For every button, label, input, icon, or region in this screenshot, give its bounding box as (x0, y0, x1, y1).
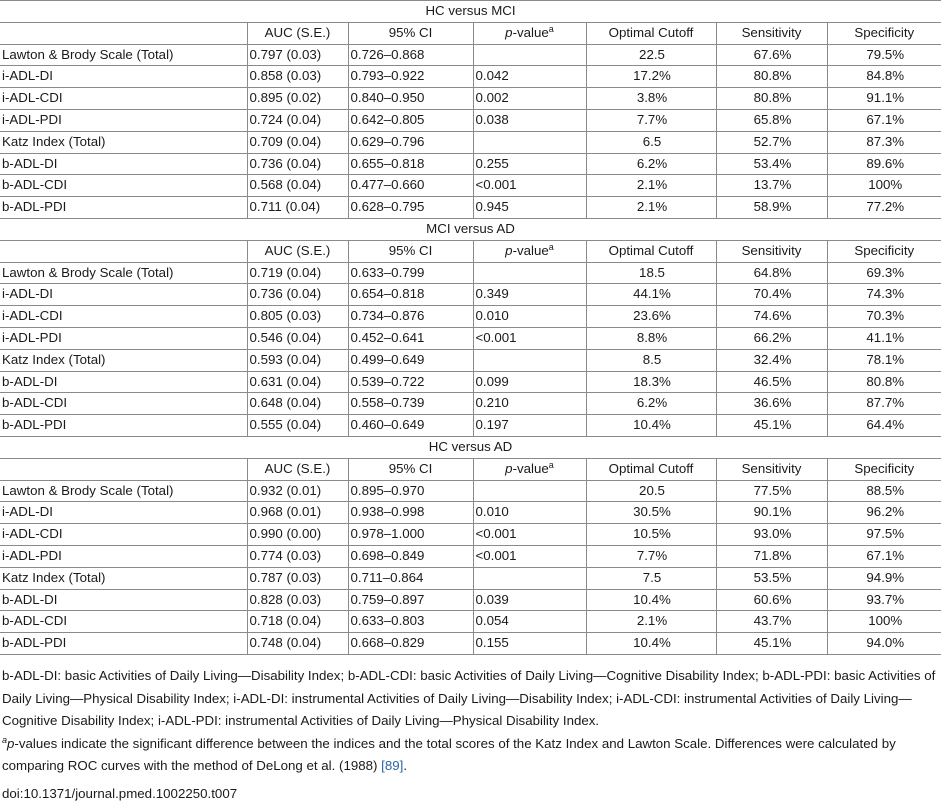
table-row (0, 633, 941, 655)
cell-cutoff: 10.4% (586, 589, 716, 611)
cell-pvalue: 0.349 (473, 284, 586, 306)
header-pvalue-italic: p (505, 24, 513, 40)
cell-ci: 0.452–0.641 (348, 327, 473, 349)
cell-auc: 0.748 (0.04) (247, 633, 348, 655)
cell-sensitivity: 77.5% (716, 480, 827, 502)
table-row (0, 545, 941, 567)
cell-pvalue (473, 262, 586, 284)
table-row (0, 567, 941, 589)
header-ci: 95% CI (348, 240, 473, 262)
cell-measure: b-ADL-PDI (0, 197, 247, 219)
cell-sensitivity: 46.5% (716, 371, 827, 393)
cell-cutoff: 6.2% (586, 393, 716, 415)
footnote-mark: a (2, 734, 8, 745)
column-header-row (0, 240, 941, 262)
header-measure (0, 240, 247, 262)
table-row (0, 284, 941, 306)
cell-specificity: 70.3% (827, 306, 941, 328)
header-measure (0, 458, 247, 480)
cell-cutoff: 10.4% (586, 415, 716, 437)
table-row (0, 66, 941, 88)
cell-ci: 0.840–0.950 (348, 88, 473, 110)
cell-sensitivity: 80.8% (716, 66, 827, 88)
cell-specificity: 80.8% (827, 371, 941, 393)
cell-pvalue: <0.001 (473, 175, 586, 197)
cell-cutoff: 23.6% (586, 306, 716, 328)
cell-ci: 0.633–0.799 (348, 262, 473, 284)
cell-specificity: 67.1% (827, 109, 941, 131)
cell-ci: 0.654–0.818 (348, 284, 473, 306)
header-pvalue-text: -value (512, 460, 549, 476)
cell-pvalue: 0.038 (473, 109, 586, 131)
cell-pvalue: 0.197 (473, 415, 586, 437)
header-pvalue-sup: a (548, 241, 554, 252)
header-ci: 95% CI (348, 22, 473, 44)
cell-ci: 0.558–0.739 (348, 393, 473, 415)
cell-pvalue (473, 480, 586, 502)
cell-cutoff: 2.1% (586, 197, 716, 219)
header-pvalue-text: -value (512, 242, 549, 258)
cell-ci: 0.629–0.796 (348, 131, 473, 153)
cell-measure: b-ADL-PDI (0, 633, 247, 655)
cell-specificity: 100% (827, 175, 941, 197)
cell-sensitivity: 52.7% (716, 131, 827, 153)
cell-sensitivity: 93.0% (716, 524, 827, 546)
cell-measure: i-ADL-DI (0, 66, 247, 88)
cell-auc: 0.858 (0.03) (247, 66, 348, 88)
table-row (0, 371, 941, 393)
cell-pvalue: 0.945 (473, 197, 586, 219)
cell-ci: 0.633–0.803 (348, 611, 473, 633)
cell-sensitivity: 66.2% (716, 327, 827, 349)
table-row (0, 415, 941, 437)
cell-measure: b-ADL-CDI (0, 175, 247, 197)
cell-pvalue: 0.255 (473, 153, 586, 175)
cell-measure: b-ADL-PDI (0, 415, 247, 437)
header-auc: AUC (S.E.) (247, 458, 348, 480)
header-pvalue (473, 458, 586, 480)
header-measure (0, 22, 247, 44)
cell-sensitivity: 36.6% (716, 393, 827, 415)
header-pvalue-sup: a (548, 459, 554, 470)
cell-auc: 0.990 (0.00) (247, 524, 348, 546)
cell-auc: 0.546 (0.04) (247, 327, 348, 349)
header-sensitivity: Sensitivity (716, 22, 827, 44)
header-cutoff: Optimal Cutoff (586, 22, 716, 44)
cell-measure: b-ADL-DI (0, 589, 247, 611)
cell-cutoff: 3.8% (586, 88, 716, 110)
header-pvalue (473, 22, 586, 44)
cell-specificity: 79.5% (827, 44, 941, 66)
cell-sensitivity: 13.7% (716, 175, 827, 197)
cell-pvalue (473, 349, 586, 371)
cell-sensitivity: 74.6% (716, 306, 827, 328)
cell-measure: b-ADL-CDI (0, 611, 247, 633)
cell-sensitivity: 65.8% (716, 109, 827, 131)
cell-measure: b-ADL-DI (0, 153, 247, 175)
cell-pvalue: <0.001 (473, 545, 586, 567)
cell-sensitivity: 70.4% (716, 284, 827, 306)
cell-sensitivity: 64.8% (716, 262, 827, 284)
table-row (0, 349, 941, 371)
cell-pvalue: 0.042 (473, 66, 586, 88)
footnote-italic-p: p (7, 735, 15, 751)
cell-cutoff: 10.5% (586, 524, 716, 546)
cell-measure: Lawton & Brody Scale (Total) (0, 480, 247, 502)
cell-measure: Katz Index (Total) (0, 349, 247, 371)
cell-specificity: 89.6% (827, 153, 941, 175)
cell-sensitivity: 60.6% (716, 589, 827, 611)
table-row (0, 131, 941, 153)
footnote-text: -values indicate the significant difference between the indices and the total scores of the Katz Index and Lawton Scale. Differences were calculated by comparing ROC curves with the method of DeLong et al. (1988) (2, 735, 896, 774)
table-body (0, 1, 941, 655)
cell-specificity: 77.2% (827, 197, 941, 219)
cell-auc: 0.709 (0.04) (247, 131, 348, 153)
cell-pvalue: 0.155 (473, 633, 586, 655)
cell-ci: 0.628–0.795 (348, 197, 473, 219)
cell-ci: 0.759–0.897 (348, 589, 473, 611)
cell-cutoff: 7.7% (586, 109, 716, 131)
header-pvalue-italic: p (505, 242, 513, 258)
table-row (0, 393, 941, 415)
doi-line[interactable]: doi:10.1371/journal.pmed.1002250.t007 (2, 785, 238, 801)
column-header-row (0, 22, 941, 44)
cell-sensitivity: 43.7% (716, 611, 827, 633)
header-sensitivity: Sensitivity (716, 240, 827, 262)
cell-measure: b-ADL-CDI (0, 393, 247, 415)
cell-measure: i-ADL-CDI (0, 306, 247, 328)
cell-measure: i-ADL-CDI (0, 88, 247, 110)
header-pvalue-italic: p (505, 460, 513, 476)
cell-measure: Lawton & Brody Scale (Total) (0, 262, 247, 284)
cell-ci: 0.734–0.876 (348, 306, 473, 328)
cell-auc: 0.736 (0.04) (247, 153, 348, 175)
cell-cutoff: 18.3% (586, 371, 716, 393)
cell-ci: 0.642–0.805 (348, 109, 473, 131)
cell-sensitivity: 53.5% (716, 567, 827, 589)
cell-ci: 0.938–0.998 (348, 502, 473, 524)
header-specificity: Specificity (827, 22, 941, 44)
header-pvalue-text: -value (512, 24, 549, 40)
cell-auc: 0.568 (0.04) (247, 175, 348, 197)
header-ci: 95% CI (348, 458, 473, 480)
cell-measure: Lawton & Brody Scale (Total) (0, 44, 247, 66)
cell-sensitivity: 45.1% (716, 415, 827, 437)
table-row (0, 502, 941, 524)
cell-cutoff: 6.2% (586, 153, 716, 175)
cell-measure: b-ADL-DI (0, 371, 247, 393)
cell-measure: i-ADL-PDI (0, 545, 247, 567)
reference-link[interactable]: [89] (381, 758, 404, 774)
section-header-row (0, 218, 941, 240)
cell-measure: i-ADL-CDI (0, 524, 247, 546)
cell-specificity: 94.0% (827, 633, 941, 655)
table-row (0, 327, 941, 349)
cell-ci: 0.726–0.868 (348, 44, 473, 66)
section-header-row (0, 1, 941, 23)
header-auc: AUC (S.E.) (247, 240, 348, 262)
header-pvalue-sup: a (548, 23, 554, 34)
header-pvalue (473, 240, 586, 262)
cell-cutoff: 6.5 (586, 131, 716, 153)
pvalue-footnote (2, 733, 937, 778)
table-row (0, 524, 941, 546)
cell-auc: 0.593 (0.04) (247, 349, 348, 371)
cell-specificity: 96.2% (827, 502, 941, 524)
cell-cutoff: 7.7% (586, 545, 716, 567)
cell-specificity: 69.3% (827, 262, 941, 284)
cell-specificity: 91.1% (827, 88, 941, 110)
section-header-row (0, 436, 941, 458)
table-row (0, 175, 941, 197)
cell-auc: 0.648 (0.04) (247, 393, 348, 415)
cell-auc: 0.724 (0.04) (247, 109, 348, 131)
cell-pvalue (473, 131, 586, 153)
cell-specificity: 87.7% (827, 393, 941, 415)
cell-auc: 0.631 (0.04) (247, 371, 348, 393)
header-cutoff: Optimal Cutoff (586, 458, 716, 480)
table-notes (0, 655, 937, 778)
column-header-row (0, 458, 941, 480)
cell-sensitivity: 71.8% (716, 545, 827, 567)
cell-pvalue: 0.002 (473, 88, 586, 110)
cell-auc: 0.736 (0.04) (247, 284, 348, 306)
cell-sensitivity: 90.1% (716, 502, 827, 524)
cell-cutoff: 2.1% (586, 175, 716, 197)
cell-pvalue: 0.039 (473, 589, 586, 611)
cell-cutoff: 20.5 (586, 480, 716, 502)
header-specificity: Specificity (827, 458, 941, 480)
table-row (0, 197, 941, 219)
cell-cutoff: 7.5 (586, 567, 716, 589)
cell-auc: 0.805 (0.03) (247, 306, 348, 328)
header-auc: AUC (S.E.) (247, 22, 348, 44)
cell-cutoff: 8.5 (586, 349, 716, 371)
table-row (0, 306, 941, 328)
cell-auc: 0.555 (0.04) (247, 415, 348, 437)
cell-cutoff: 10.4% (586, 633, 716, 655)
cell-cutoff: 22.5 (586, 44, 716, 66)
cell-pvalue (473, 44, 586, 66)
cell-sensitivity: 67.6% (716, 44, 827, 66)
cell-specificity: 94.9% (827, 567, 941, 589)
cell-specificity: 100% (827, 611, 941, 633)
cell-specificity: 87.3% (827, 131, 941, 153)
cell-auc: 0.719 (0.04) (247, 262, 348, 284)
cell-ci: 0.698–0.849 (348, 545, 473, 567)
cell-specificity: 97.5% (827, 524, 941, 546)
cell-auc: 0.711 (0.04) (247, 197, 348, 219)
table-row (0, 88, 941, 110)
cell-ci: 0.711–0.864 (348, 567, 473, 589)
cell-measure: i-ADL-PDI (0, 109, 247, 131)
cell-ci: 0.477–0.660 (348, 175, 473, 197)
cell-specificity: 74.3% (827, 284, 941, 306)
table-row (0, 480, 941, 502)
table-row (0, 589, 941, 611)
cell-ci: 0.499–0.649 (348, 349, 473, 371)
cell-auc: 0.797 (0.03) (247, 44, 348, 66)
table-row (0, 44, 941, 66)
cell-measure: Katz Index (Total) (0, 567, 247, 589)
cell-sensitivity: 58.9% (716, 197, 827, 219)
cell-specificity: 67.1% (827, 545, 941, 567)
section-title: HC versus MCI (0, 1, 941, 23)
cell-sensitivity: 45.1% (716, 633, 827, 655)
cell-pvalue: 0.010 (473, 502, 586, 524)
cell-ci: 0.539–0.722 (348, 371, 473, 393)
cell-sensitivity: 32.4% (716, 349, 827, 371)
cell-cutoff: 30.5% (586, 502, 716, 524)
cell-cutoff: 44.1% (586, 284, 716, 306)
cell-specificity: 84.8% (827, 66, 941, 88)
header-sensitivity: Sensitivity (716, 458, 827, 480)
cell-auc: 0.968 (0.01) (247, 502, 348, 524)
footnote-period: . (403, 758, 408, 774)
cell-pvalue: <0.001 (473, 524, 586, 546)
cell-cutoff: 8.8% (586, 327, 716, 349)
cell-pvalue: 0.099 (473, 371, 586, 393)
section-title: MCI versus AD (0, 218, 941, 240)
table-row (0, 262, 941, 284)
cell-pvalue: 0.054 (473, 611, 586, 633)
cell-auc: 0.828 (0.03) (247, 589, 348, 611)
cell-measure: i-ADL-PDI (0, 327, 247, 349)
cell-pvalue (473, 567, 586, 589)
header-specificity: Specificity (827, 240, 941, 262)
cell-specificity: 78.1% (827, 349, 941, 371)
section-title: HC versus AD (0, 436, 941, 458)
cell-cutoff: 18.5 (586, 262, 716, 284)
cell-ci: 0.460–0.649 (348, 415, 473, 437)
cell-cutoff: 17.2% (586, 66, 716, 88)
abbreviations-note: b-ADL-DI: basic Activities of Daily Living—Disability Index; b-ADL-CDI: basic Activities of Daily Living—Cognitive Disability Index; b-ADL-PDI: basic Activities of Daily Living—Physical Disability Index; i-ADL-DI: instrumental Activities of Daily Living—Disability Index; i-ADL-CDI: instrumental Activities of Daily Living—Cognitive Disability Index; i-ADL-PDI: instrumental Activities of Daily Living—Physical Disability Index. (2, 667, 936, 729)
table-row (0, 153, 941, 175)
cell-auc: 0.932 (0.01) (247, 480, 348, 502)
cell-ci: 0.655–0.818 (348, 153, 473, 175)
cell-specificity: 93.7% (827, 589, 941, 611)
cell-measure: Katz Index (Total) (0, 131, 247, 153)
cell-pvalue: 0.010 (473, 306, 586, 328)
cell-sensitivity: 80.8% (716, 88, 827, 110)
cell-pvalue: 0.210 (473, 393, 586, 415)
cell-auc: 0.895 (0.02) (247, 88, 348, 110)
cell-ci: 0.978–1.000 (348, 524, 473, 546)
cell-ci: 0.895–0.970 (348, 480, 473, 502)
cell-ci: 0.793–0.922 (348, 66, 473, 88)
table-row (0, 611, 941, 633)
header-cutoff: Optimal Cutoff (586, 240, 716, 262)
cell-auc: 0.774 (0.03) (247, 545, 348, 567)
cell-specificity: 88.5% (827, 480, 941, 502)
cell-measure: i-ADL-DI (0, 284, 247, 306)
cell-cutoff: 2.1% (586, 611, 716, 633)
cell-specificity: 64.4% (827, 415, 941, 437)
cell-auc: 0.718 (0.04) (247, 611, 348, 633)
cell-auc: 0.787 (0.03) (247, 567, 348, 589)
cell-ci: 0.668–0.829 (348, 633, 473, 655)
cell-pvalue: <0.001 (473, 327, 586, 349)
table-row (0, 109, 941, 131)
cell-sensitivity: 53.4% (716, 153, 827, 175)
cell-specificity: 41.1% (827, 327, 941, 349)
cell-measure: i-ADL-DI (0, 502, 247, 524)
